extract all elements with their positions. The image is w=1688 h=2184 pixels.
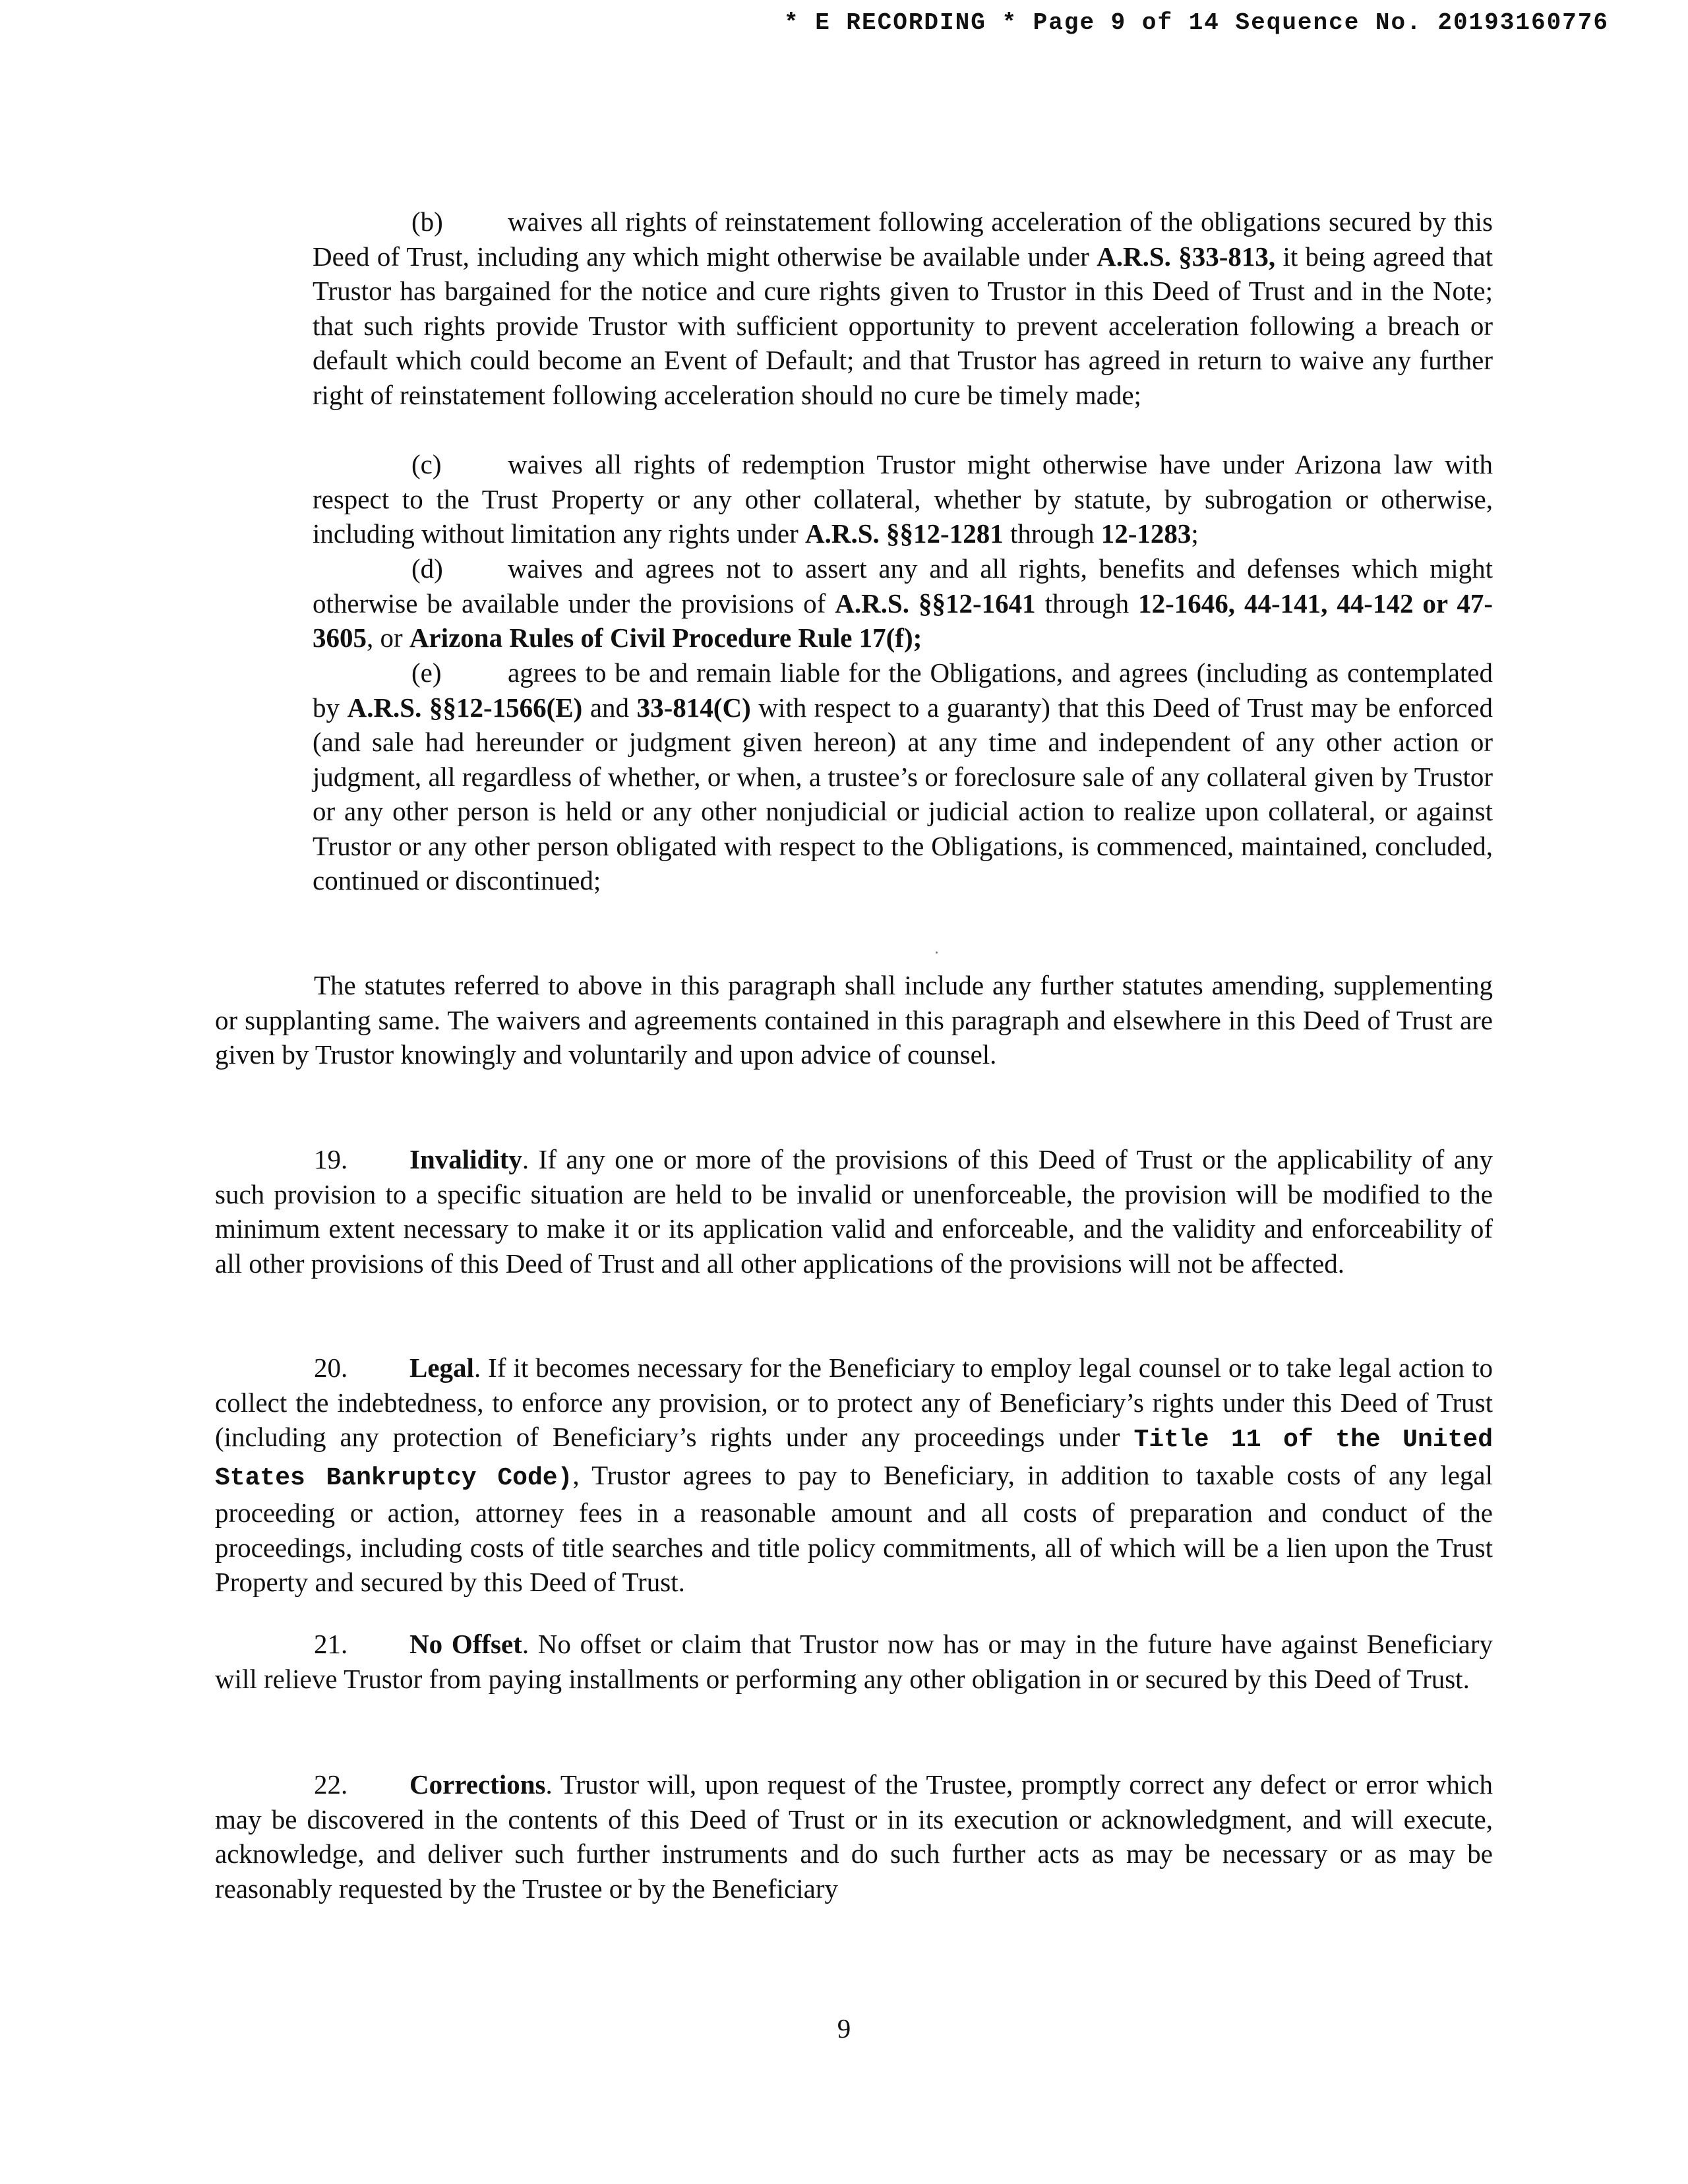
clause-b <box>313 204 1493 412</box>
clause-text: waives all rights of reinstatement following acceleration of the obligations secured by this Deed of Trust, including any which might otherwise be available under <box>313 206 1493 272</box>
recording-header: * E RECORDING * Page 9 of 14 Sequence No. 20193160776 <box>784 9 1609 36</box>
clause-c <box>313 447 1493 551</box>
section-22 <box>215 1767 1493 1906</box>
statute-ref: 33-814(C) <box>636 692 751 723</box>
clause-marker: (b) <box>411 206 443 237</box>
rule-ref: Arizona Rules of Civil Procedure Rule 17(f); <box>409 622 922 653</box>
clause-marker: (e) <box>411 657 442 688</box>
clause-marker: (d) <box>411 553 443 584</box>
section-number: 20. <box>314 1352 348 1383</box>
clause-text: ; <box>1191 518 1199 549</box>
clause-marker: (c) <box>411 449 442 479</box>
statute-ref: A.R.S. §33-813, <box>1097 241 1276 272</box>
clause-text: and <box>582 692 637 723</box>
section-heading: Corrections <box>409 1769 546 1800</box>
statute-ref: A.R.S. §§12-1566(E) <box>347 692 583 723</box>
section-number: 22. <box>314 1769 348 1800</box>
page-number: 9 <box>837 2013 851 2044</box>
section-text: . If it becomes necessary for the Beneficiary to employ legal counsel or to take legal action to collect the indebtedness, to enforce any provision, or to protect any of Beneficiary’s rights under this Deed of Trust (including any protection of Beneficiary’s rights under any proceedings under <box>215 1352 1493 1452</box>
clause-text: waives all rights of redemption Trustor might otherwise have under Arizona law with respect to the Trust Property or any other collateral, whether by statute, by subrogation or otherwise, including without limitation any rights under <box>313 449 1493 549</box>
clause-text: waives and agrees not to assert any and all rights, benefits and defenses which might otherwise be available under the provisions of <box>313 553 1493 619</box>
section-heading: Invalidity <box>409 1144 522 1174</box>
section-21 <box>215 1627 1493 1696</box>
statutes-paragraph <box>215 968 1493 1072</box>
section-heading: No Offset <box>409 1629 522 1659</box>
statute-ref: 12-1646, 44-141, 44-142 or 47-3605 <box>313 588 1493 653</box>
clause-text: , or <box>367 622 409 653</box>
clause-text: through <box>1035 588 1139 619</box>
section-number: 21. <box>314 1629 348 1659</box>
statute-ref: A.R.S. §§12-1281 <box>805 518 1004 549</box>
statute-ref: 12-1283 <box>1100 518 1191 549</box>
section-text: , Trustor agrees to pay to Beneficiary, in addition to taxable costs of any legal proceeding or action, attorney fees in a reasonable amount and all costs of preparation and conduct of the proceedings, including costs of title searches and title policy commitments, all of which will be a lien upon the Trust Property and secured by this Deed of Trust. <box>215 1459 1493 1597</box>
section-text: . If any one or more of the provisions of this Deed of Trust or the applicability of any such provision to a specific situation are held to be invalid or unenforceable, the provision will be modified to the minimum extent necessary to make it or its application valid and enforceable, and the validity and enforceability of all other provisions of this Deed of Trust and all other applications of the provisions will not be affected. <box>215 1144 1493 1279</box>
clause-d <box>313 551 1493 655</box>
bankruptcy-code-ref: Title 11 of the United States Bankruptcy Code) <box>215 1426 1493 1492</box>
section-text: . No offset or claim that Trustor now has or may in the future have against Beneficiary will relieve Trustor from paying installments or performing any other obligation in or secured by this Deed of Trust. <box>215 1629 1493 1694</box>
clause-e <box>313 655 1493 898</box>
scan-speck <box>936 952 938 954</box>
clause-text: agrees to be and remain liable for the Obligations, and agrees (including as contemplated by <box>313 657 1493 723</box>
clause-text: it being agreed that Trustor has bargained for the notice and cure rights given to Trustor in this Deed of Trust and in the Note; that such rights provide Trustor with sufficient opportunity to prevent acceleration following a breach or default which could become an Event of Default; and that Trustor has agreed in return to waive any further right of reinstatement following acceleration should no cure be timely made; <box>313 241 1493 410</box>
section-20 <box>215 1350 1493 1600</box>
paragraph-text: The statutes referred to above in this paragraph shall include any further statutes amending, supplementing or supplanting same. The waivers and agreements contained in this paragraph and elsewhere in this Deed of Trust are given by Trustor knowingly and voluntarily and upon advice of counsel. <box>215 970 1493 1070</box>
section-number: 19. <box>314 1144 348 1174</box>
section-heading: Legal <box>409 1352 474 1383</box>
section-19 <box>215 1142 1493 1281</box>
statute-ref: A.R.S. §§12-1641 <box>835 588 1036 619</box>
clause-text: through <box>1003 518 1101 549</box>
clause-text: with respect to a guaranty) that this Deed of Trust may be enforced (and sale had hereunder or judgment given hereon) at any time and independent of any other action or judgment, all regardless of whether, or when, a trustee’s or foreclosure sale of any collateral given by Trustor or any other person is held or any other nonjudicial or judicial action to realize upon collateral, or against Trustor or any other person obligated with respect to the Obligations, is commenced, maintained, concluded, continued or discontinued; <box>313 692 1493 895</box>
section-text: . Trustor will, upon request of the Trustee, promptly correct any defect or error which may be discovered in the contents of this Deed of Trust or in its execution or acknowledgment, and will execute, acknowledge, and deliver such further instruments and do such further acts as may be necessary or as may be reasonably requested by the Trustee or by the Beneficiary <box>215 1769 1493 1904</box>
